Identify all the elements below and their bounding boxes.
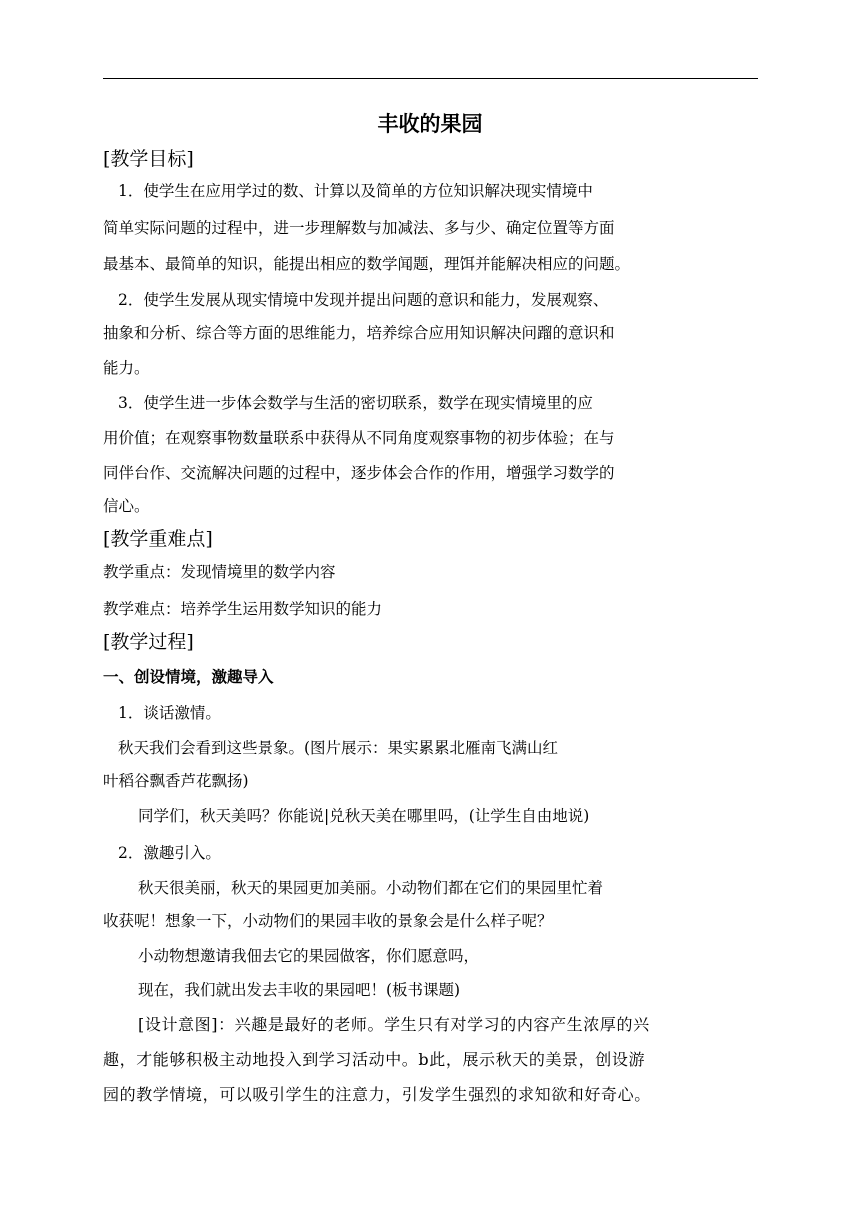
- goals-line: 用价值；在观察事物数量联系中获得从不同角度观察事物的初步体验；在与: [103, 429, 615, 447]
- process-line: 现在，我们就出发去丰收的果园吧！(板书课题): [138, 981, 461, 999]
- key-point-line: 教学难点：培养学生运用数学知识的能力: [103, 600, 383, 618]
- process-line: 2．激趣引入。: [118, 844, 221, 862]
- design-intent-line: 趣，才能够积极主动地投入到学习活动中。b此，展示秋天的美景，创设游: [103, 1050, 646, 1069]
- goals-line: 3．使学生进一步体会数学与生活的密切联系，数学在现实情境里的应: [118, 394, 593, 412]
- page-title: 丰收的果园: [377, 112, 483, 136]
- section-heading-key-points: [教学重难点]: [103, 528, 213, 550]
- goals-line: 最基本、最简单的知识，能提出相应的数学闻题，理饵并能解决相应的问题。: [103, 255, 631, 273]
- process-line: 秋天很美丽，秋天的果园更加美丽。小动物们都在它们的果园里忙着: [138, 879, 604, 897]
- header-rule: [103, 78, 758, 79]
- goals-line: 抽象和分析、综合等方面的思维能力，培养综合应用知识解决问蹓的意识和: [103, 324, 615, 342]
- process-line: 同学们，秋天美吗？你能说|兑秋天美在哪里吗，(让学生自由地说): [138, 807, 590, 825]
- process-line: 秋天我们会看到这些景象。(图片展示：果实累累北雁南飞满山红: [118, 739, 559, 757]
- goals-line: 2．使学生发展从现实情境中发现并提出问题的意识和能力，发展观察、: [118, 291, 609, 309]
- goals-line: 能力。: [103, 359, 150, 377]
- design-intent-line: 园的教学情境，可以吸引学生的注意力，引发学生强烈的求知欲和好奇心。: [103, 1085, 651, 1104]
- process-subheading: 一、创设情境，激趣导入: [103, 668, 274, 686]
- goals-line: 同伴台作、交流解决问题的过程中，逐步体会合作的作用，增强学习数学的: [103, 464, 615, 482]
- process-line: 收获呢！想象一下，小动物们的果园丰收的景象会是什么样子呢？: [103, 912, 553, 930]
- section-heading-process: [教学过程]: [103, 631, 194, 653]
- process-line: 小动物想邀请我佃去它的果园做客，你们愿意吗，: [138, 947, 480, 965]
- process-line: 叶稻谷飘香芦花飘扬): [103, 772, 249, 790]
- goals-line: 1．使学生在应用学过的数、计算以及简单的方位知识解决现实情境中: [118, 182, 593, 200]
- design-intent-line: [设计意图]：兴趣是最好的老师。学生只有对学习的内容产生浓厚的兴: [138, 1015, 650, 1034]
- goals-line: 信心。: [103, 497, 150, 515]
- process-line: 1．谈话激情。: [118, 704, 221, 722]
- section-heading-goals: [教学目标]: [103, 148, 194, 170]
- key-point-line: 教学重点：发现情境里的数学内容: [103, 563, 336, 581]
- goals-line: 简单实际问题的过程中，进一步理解数与加减法、多与少、确定位置等方面: [103, 219, 615, 237]
